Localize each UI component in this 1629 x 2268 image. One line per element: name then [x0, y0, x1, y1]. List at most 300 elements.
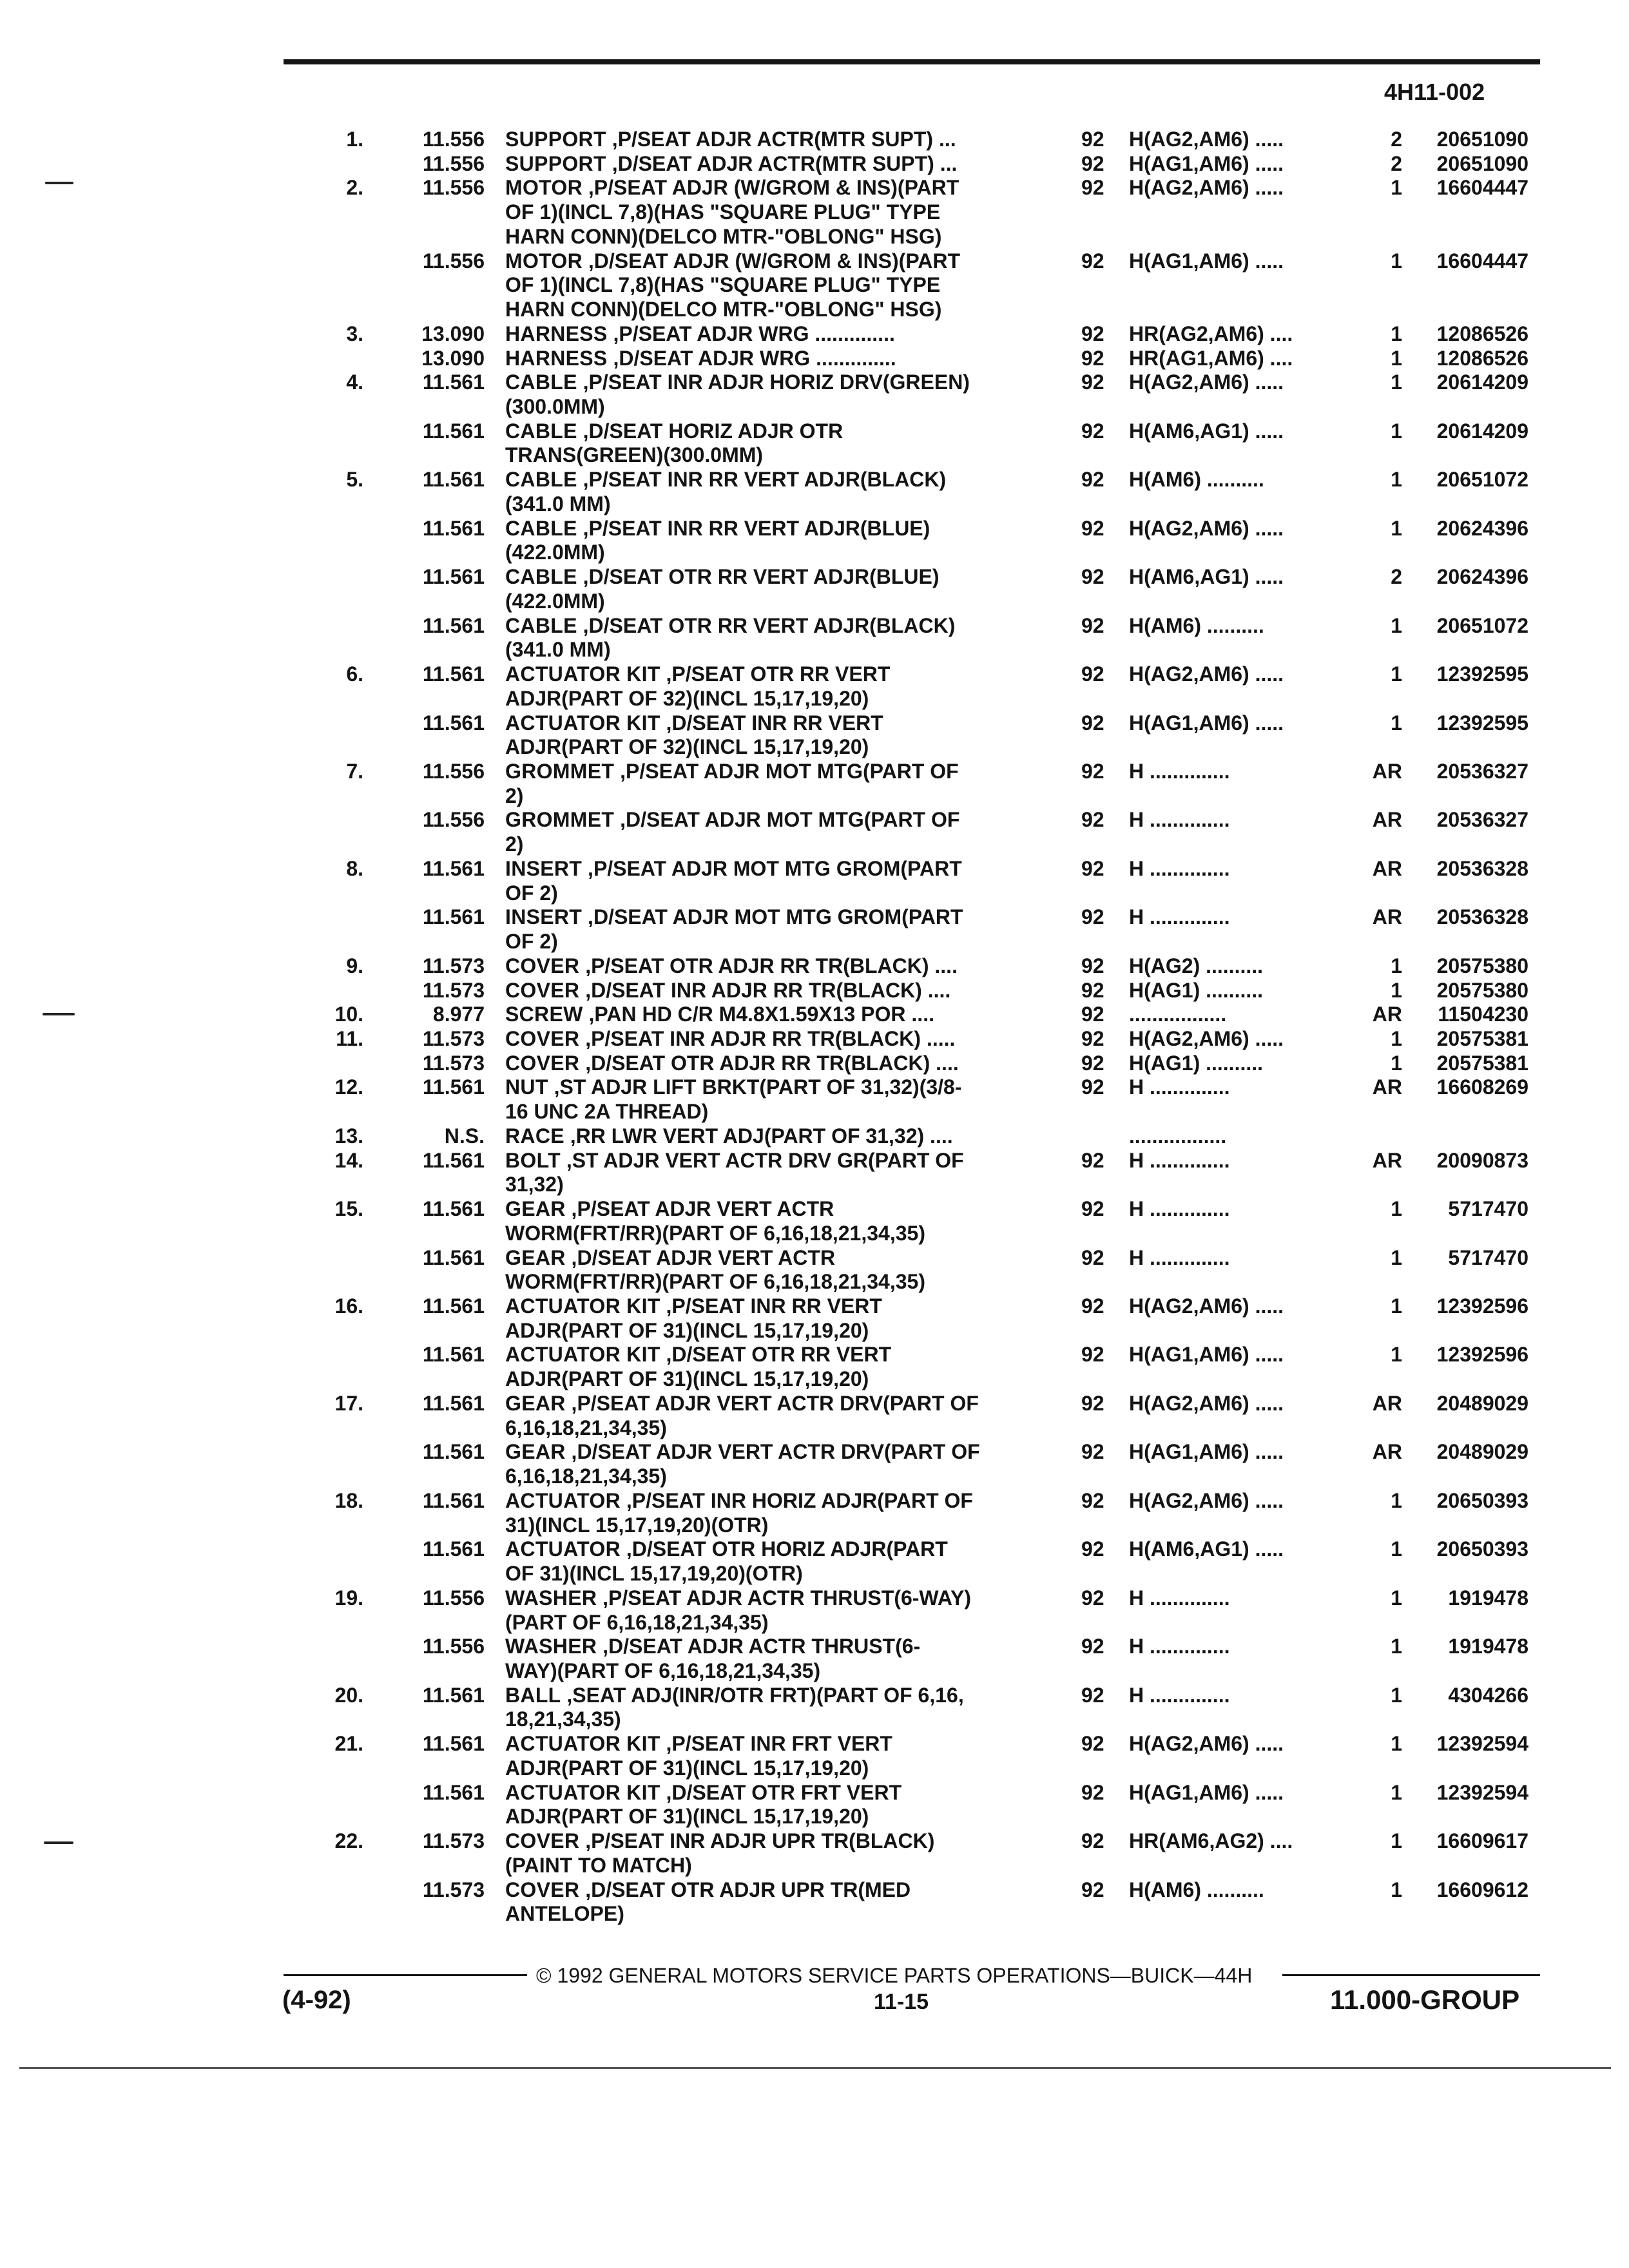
part-detail: ,P/SEAT ADJR VERT ACTR DRV(PART OF — [565, 1391, 979, 1415]
group-number: 11.573 — [422, 1878, 485, 1901]
model-year: 92 — [1081, 1148, 1104, 1172]
quantity: AR — [1372, 1391, 1402, 1415]
item-number: 19. — [334, 1586, 363, 1610]
table-row — [0, 128, 1629, 152]
part-name: GEAR — [505, 1245, 566, 1269]
part-detail: ,D/SEAT INR RR VERT — [660, 711, 883, 735]
model-year: 92 — [1081, 1294, 1104, 1318]
item-number: 2. — [346, 176, 363, 200]
description-line — [505, 443, 1059, 468]
model-code: H .............. — [1129, 1197, 1230, 1221]
table-row — [0, 1149, 1629, 1197]
model-year: 92 — [1081, 370, 1104, 394]
group-number: 11.561 — [422, 1440, 485, 1464]
model-code: H(AG1,AM6) ..... — [1129, 711, 1284, 735]
part-name: ACTUATOR KIT — [505, 1732, 660, 1756]
part-detail: (422.0MM) — [505, 541, 605, 564]
group-number: 13.090 — [421, 346, 485, 370]
table-row — [0, 808, 1629, 856]
model-year: 92 — [1081, 1003, 1104, 1026]
item-number: 16. — [334, 1294, 363, 1318]
part-detail: (300.0MM) — [505, 395, 605, 419]
part-description — [505, 1246, 1059, 1294]
quantity: AR — [1372, 1440, 1402, 1464]
part-name: ACTUATOR KIT — [505, 1780, 660, 1804]
part-name: ACTUATOR KIT — [505, 1294, 660, 1318]
footer-copyright: © 1992 GENERAL MOTORS SERVICE PARTS OPERATIONS—BUICK—44H — [536, 1964, 1253, 1987]
model-year: 92 — [1081, 1051, 1104, 1075]
quantity: 1 — [1391, 370, 1402, 394]
model-code: H(AG1,AM6) ..... — [1129, 1780, 1284, 1804]
group-number: 11.561 — [422, 1245, 485, 1269]
part-number: 5717470 — [1448, 1197, 1528, 1221]
group-number: 11.561 — [422, 711, 485, 735]
quantity: 1 — [1391, 346, 1402, 370]
group-number: 11.561 — [422, 1537, 485, 1561]
quantity: 1 — [1391, 1780, 1402, 1804]
part-number: 20489029 — [1436, 1440, 1528, 1464]
description-line — [505, 249, 1059, 274]
part-name: WASHER — [505, 1586, 597, 1610]
group-number: 11.573 — [422, 954, 485, 977]
part-number: 20651090 — [1436, 151, 1528, 175]
item-number: 20. — [334, 1683, 363, 1707]
description-line — [505, 1537, 1059, 1562]
quantity: 1 — [1391, 1197, 1402, 1221]
model-year: 92 — [1081, 954, 1104, 977]
part-number: 20650393 — [1436, 1537, 1528, 1561]
item-number: 10. — [334, 1003, 363, 1026]
description-line — [505, 492, 1059, 517]
description-line — [505, 1392, 1059, 1416]
group-number: 13.090 — [421, 322, 485, 345]
part-detail: ,P/SEAT OTR RR VERT — [660, 662, 891, 686]
quantity: 1 — [1391, 1586, 1402, 1610]
item-number: 4. — [346, 370, 363, 394]
model-year: 92 — [1081, 249, 1104, 273]
table-row — [0, 419, 1629, 468]
group-number: 11.561 — [422, 1488, 485, 1512]
group-number: 8.977 — [432, 1003, 485, 1026]
model-year: 92 — [1081, 1780, 1104, 1804]
part-description — [505, 1440, 1059, 1488]
part-name: COVER — [505, 1027, 580, 1050]
part-detail: ,D/SEAT ADJR VERT ACTR — [565, 1245, 836, 1269]
description-line — [505, 614, 1059, 639]
model-year: 92 — [1081, 1635, 1104, 1658]
part-number: 20536327 — [1436, 759, 1528, 783]
part-name: HARNESS — [505, 322, 608, 345]
description-line — [505, 930, 1059, 954]
description-line — [505, 1659, 1059, 1684]
table-row — [0, 1124, 1629, 1149]
part-description — [505, 1684, 1059, 1732]
description-line — [505, 1707, 1059, 1732]
part-name: GEAR — [505, 1440, 566, 1464]
part-number: 12392595 — [1436, 711, 1528, 735]
group-number: 11.556 — [422, 249, 485, 273]
model-code: H(AG1,AM6) ..... — [1129, 249, 1284, 273]
part-name: WASHER — [505, 1635, 597, 1658]
part-detail: ,P/SEAT ADJR WRG .............. — [607, 322, 895, 345]
quantity: 1 — [1391, 516, 1402, 540]
part-number: 20614209 — [1436, 370, 1528, 394]
item-number: 22. — [334, 1829, 363, 1853]
model-year: 92 — [1081, 1488, 1104, 1512]
group-number: 11.561 — [422, 1343, 485, 1367]
model-code: H(AG1,AM6) ..... — [1129, 1343, 1284, 1367]
item-number: 6. — [346, 662, 363, 686]
part-detail: ,D/SEAT HORIZ ADJR OTR — [577, 419, 843, 443]
quantity: 1 — [1391, 1488, 1402, 1512]
part-number: 12392594 — [1436, 1732, 1528, 1756]
description-line — [505, 638, 1059, 662]
group-number: 11.561 — [422, 370, 485, 394]
description-line — [505, 1416, 1059, 1441]
part-number: 12086526 — [1436, 346, 1528, 370]
part-detail: 31)(INCL 15,17,19,20)(OTR) — [505, 1513, 769, 1537]
table-row — [0, 662, 1629, 711]
description-line — [505, 395, 1059, 419]
model-year: 92 — [1081, 808, 1104, 832]
part-detail: 2) — [505, 832, 524, 856]
part-name: RACE — [505, 1124, 564, 1148]
quantity: 1 — [1391, 1635, 1402, 1658]
part-description — [505, 760, 1059, 808]
part-number: 20614209 — [1436, 419, 1528, 443]
part-detail: ,P/SEAT INR ADJR RR TR(BLACK) ..... — [579, 1027, 956, 1050]
part-number: 11504230 — [1438, 1003, 1528, 1026]
part-detail: ,D/SEAT OTR RR VERT ADJR(BLUE) — [577, 565, 940, 589]
part-description — [505, 322, 1059, 347]
table-row — [0, 614, 1629, 662]
quantity: 1 — [1391, 711, 1402, 735]
part-detail: ,SEAT ADJ(INR/OTR FRT)(PART OF 6,16, — [561, 1683, 964, 1707]
model-year: 92 — [1081, 1683, 1104, 1707]
table-row — [0, 517, 1629, 565]
table-row — [0, 1878, 1629, 1927]
part-description — [505, 1052, 1059, 1076]
part-description — [505, 152, 1059, 177]
part-name: COVER — [505, 1878, 580, 1901]
description-line — [505, 298, 1059, 322]
quantity: 1 — [1391, 1537, 1402, 1561]
model-code: H(AM6) .......... — [1129, 613, 1264, 637]
quantity: AR — [1372, 1003, 1402, 1026]
description-line — [505, 1173, 1059, 1197]
group-number: 11.556 — [422, 1635, 485, 1658]
model-code: H .............. — [1129, 905, 1230, 929]
part-name: CABLE — [505, 516, 577, 540]
part-description — [505, 1829, 1059, 1878]
description-line — [505, 1319, 1059, 1343]
part-detail: ,D/SEAT ADJR MOT MTG(PART OF — [614, 808, 960, 832]
model-year: 92 — [1081, 759, 1104, 783]
part-description — [505, 1197, 1059, 1245]
group-number: 11.561 — [422, 516, 485, 540]
part-detail: ,D/SEAT ADJR VERT ACTR DRV(PART OF — [565, 1440, 980, 1464]
part-name: ACTUATOR — [505, 1537, 621, 1561]
model-year: 92 — [1081, 905, 1104, 929]
part-name: NUT — [505, 1075, 548, 1099]
table-row — [0, 468, 1629, 516]
part-number: 5717470 — [1448, 1245, 1528, 1269]
part-detail: ,ST ADJR VERT ACTR DRV GR(PART OF — [560, 1148, 964, 1172]
part-description — [505, 1343, 1059, 1391]
description-line — [505, 1124, 1059, 1149]
part-detail: ADJR(PART OF 31)(INCL 15,17,19,20) — [505, 1318, 869, 1342]
part-detail: ,D/SEAT ADJR ACTR THRUST(6- — [597, 1635, 921, 1658]
part-detail: ,ST ADJR LIFT BRKT(PART OF 31,32)(3/8- — [548, 1075, 962, 1099]
description-line — [505, 735, 1059, 760]
part-detail: ,D/SEAT OTR FRT VERT — [660, 1780, 902, 1804]
group-number: 11.556 — [422, 128, 485, 151]
table-row — [0, 370, 1629, 419]
table-row — [0, 1440, 1629, 1488]
part-detail: OF 2) — [505, 881, 558, 905]
quantity: 1 — [1391, 1829, 1402, 1853]
model-code: HR(AG2,AM6) .... — [1129, 322, 1293, 345]
quantity: 1 — [1391, 1732, 1402, 1756]
part-name: SUPPORT — [505, 128, 606, 151]
part-detail: ,D/SEAT OTR RR VERT ADJR(BLACK) — [577, 613, 956, 637]
part-name: GROMMET — [505, 808, 615, 832]
part-description — [505, 1489, 1059, 1537]
model-code: H(AG2,AM6) ..... — [1129, 176, 1284, 200]
description-line — [505, 517, 1059, 541]
part-number: 20575381 — [1436, 1051, 1528, 1075]
description-line — [505, 273, 1059, 298]
item-number: 21. — [334, 1732, 363, 1756]
group-number: 11.561 — [422, 1391, 485, 1415]
model-code: H(AG1) .......... — [1129, 1051, 1264, 1075]
table-row — [0, 1294, 1629, 1343]
part-detail: HARN CONN)(DELCO MTR-"OBLONG" HSG) — [505, 224, 942, 248]
part-detail: ,P/SEAT ADJR MOT MTG(PART OF — [614, 759, 959, 783]
part-name: CABLE — [505, 565, 577, 589]
model-code: H .............. — [1129, 1148, 1230, 1172]
part-detail: OF 1)(INCL 7,8)(HAS "SQUARE PLUG" TYPE — [505, 273, 941, 297]
quantity: 1 — [1391, 1878, 1402, 1901]
model-year: 92 — [1081, 1829, 1104, 1853]
part-description — [505, 1781, 1059, 1829]
part-name: MOTOR — [505, 249, 583, 273]
model-year: 92 — [1081, 516, 1104, 540]
description-line — [505, 1222, 1059, 1246]
description-line — [505, 954, 1059, 979]
part-description — [505, 347, 1059, 371]
part-number: 4304266 — [1448, 1683, 1528, 1707]
table-row — [0, 1732, 1629, 1780]
part-name: CABLE — [505, 613, 577, 637]
table-row — [0, 905, 1629, 954]
description-line — [505, 808, 1059, 832]
part-description — [505, 614, 1059, 662]
description-line — [505, 347, 1059, 371]
quantity: 2 — [1391, 151, 1402, 175]
description-line — [505, 1854, 1059, 1878]
table-row — [0, 1392, 1629, 1440]
quantity: 1 — [1391, 249, 1402, 273]
part-detail: 18,21,34,35) — [505, 1707, 621, 1731]
part-name: GEAR — [505, 1197, 566, 1221]
part-number: 20624396 — [1436, 516, 1528, 540]
table-row — [0, 1027, 1629, 1052]
part-name: CABLE — [505, 468, 577, 492]
part-number: 20575380 — [1436, 978, 1528, 1002]
model-year: 92 — [1081, 151, 1104, 175]
table-row — [0, 1343, 1629, 1391]
description-line — [505, 152, 1059, 177]
part-description — [505, 1294, 1059, 1343]
part-name: HARNESS — [505, 346, 608, 370]
part-description — [505, 1537, 1059, 1586]
table-row — [0, 1635, 1629, 1683]
description-line — [505, 979, 1059, 1003]
part-detail: ,P/SEAT ADJR ACTR THRUST(6-WAY) — [597, 1586, 972, 1610]
description-line — [505, 687, 1059, 711]
group-number: 11.556 — [422, 176, 485, 200]
part-detail: OF 31)(INCL 15,17,19,20)(OTR) — [505, 1562, 803, 1586]
part-number: 20575380 — [1436, 954, 1528, 977]
item-number: 17. — [334, 1391, 363, 1415]
description-line — [505, 1197, 1059, 1222]
part-detail: ,D/SEAT ADJR WRG .............. — [607, 346, 896, 370]
part-detail: ,P/SEAT INR FRT VERT — [660, 1732, 892, 1756]
item-number: 1. — [346, 128, 363, 151]
part-detail: ,D/SEAT ADJR MOT MTG GROM(PART — [582, 905, 963, 929]
part-detail: OF 1)(INCL 7,8)(HAS "SQUARE PLUG" TYPE — [505, 200, 941, 224]
quantity: 1 — [1391, 322, 1402, 345]
description-line — [505, 1781, 1059, 1805]
part-description — [505, 662, 1059, 711]
group-number: 11.561 — [422, 1197, 485, 1221]
part-detail: ,RR LWR VERT ADJ(PART OF 31,32) .... — [564, 1124, 953, 1148]
description-line — [505, 1611, 1059, 1635]
table-row — [0, 857, 1629, 905]
model-code: H(AG2,AM6) ..... — [1129, 370, 1284, 394]
model-code: H(AG1,AM6) ..... — [1129, 1440, 1284, 1464]
part-description — [505, 1878, 1059, 1927]
quantity: 1 — [1391, 1245, 1402, 1269]
model-code: HR(AM6,AG2) .... — [1129, 1829, 1293, 1853]
description-line — [505, 128, 1059, 152]
part-description — [505, 808, 1059, 856]
part-detail: 6,16,18,21,34,35) — [505, 1465, 667, 1488]
group-number: 11.573 — [422, 1027, 485, 1050]
quantity: 1 — [1391, 419, 1402, 443]
model-year: 92 — [1081, 1197, 1104, 1221]
group-number: 11.573 — [422, 1051, 485, 1075]
quantity: 1 — [1391, 1051, 1402, 1075]
item-number: 13. — [334, 1124, 363, 1148]
group-number: 11.556 — [422, 808, 485, 832]
part-description — [505, 249, 1059, 322]
table-row — [0, 322, 1629, 347]
part-description — [505, 1124, 1059, 1149]
table-row — [0, 1489, 1629, 1537]
model-year: 92 — [1081, 565, 1104, 589]
item-number: 3. — [346, 322, 363, 345]
model-code: H .............. — [1129, 1245, 1230, 1269]
model-code: H(AG2,AM6) ..... — [1129, 1391, 1284, 1415]
model-year: 92 — [1081, 978, 1104, 1002]
model-year: 92 — [1081, 468, 1104, 492]
footer-page-number: 11-15 — [874, 1990, 929, 2014]
group-number: 11.556 — [422, 759, 485, 783]
top-rule — [284, 59, 1540, 64]
quantity: 1 — [1391, 613, 1402, 637]
part-description — [505, 1732, 1059, 1780]
description-line — [505, 1149, 1059, 1173]
model-year: 92 — [1081, 1075, 1104, 1099]
part-detail: WAY)(PART OF 6,16,18,21,34,35) — [505, 1658, 821, 1682]
model-code: H .............. — [1129, 856, 1230, 880]
part-detail: ,P/SEAT INR HORIZ ADJR(PART OF — [620, 1488, 973, 1512]
part-detail: ADJR(PART OF 31)(INCL 15,17,19,20) — [505, 1367, 869, 1391]
part-number: 16604447 — [1436, 249, 1528, 273]
group-number: 11.561 — [422, 1294, 485, 1318]
part-number: 20651090 — [1436, 128, 1528, 151]
description-line — [505, 1586, 1059, 1611]
part-detail: ,P/SEAT ADJR VERT ACTR — [565, 1197, 834, 1221]
model-code: H(AG2,AM6) ..... — [1129, 1027, 1284, 1050]
description-line — [505, 857, 1059, 881]
part-description — [505, 1635, 1059, 1683]
model-year: 92 — [1081, 711, 1104, 735]
part-number: 20090873 — [1436, 1148, 1528, 1172]
part-number: 20624396 — [1436, 565, 1528, 589]
footer-date-code: (4-92) — [282, 1986, 351, 2014]
part-description — [505, 419, 1059, 468]
model-code: H .............. — [1129, 808, 1230, 832]
description-line — [505, 1052, 1059, 1076]
model-code: H .............. — [1129, 1075, 1230, 1099]
part-detail: ADJR(PART OF 31)(INCL 15,17,19,20) — [505, 1756, 869, 1780]
description-line — [505, 1003, 1059, 1027]
part-description — [505, 565, 1059, 613]
part-description — [505, 517, 1059, 565]
part-number: 20536327 — [1436, 808, 1528, 832]
part-detail: HARN CONN)(DELCO MTR-"OBLONG" HSG) — [505, 298, 942, 322]
part-name: INSERT — [505, 905, 583, 929]
table-row — [0, 249, 1629, 322]
part-detail: ,P/SEAT INR ADJR HORIZ DRV(GREEN) — [577, 370, 970, 394]
model-code: H(AM6) .......... — [1129, 1878, 1264, 1901]
footer-rule-left — [284, 1974, 527, 1976]
part-detail: (PART OF 6,16,18,21,34,35) — [505, 1610, 769, 1634]
table-row — [0, 1586, 1629, 1635]
part-detail: ,D/SEAT ADJR ACTR(MTR SUPT) ... — [606, 151, 958, 175]
table-row — [0, 1684, 1629, 1732]
part-detail: ADJR(PART OF 31)(INCL 15,17,19,20) — [505, 1805, 869, 1829]
table-row — [0, 1829, 1629, 1878]
part-description — [505, 370, 1059, 419]
model-code: H .............. — [1129, 1635, 1230, 1658]
part-detail: ,P/SEAT INR ADJR UPR TR(BLACK) — [579, 1829, 935, 1853]
model-year: 92 — [1081, 662, 1104, 686]
part-detail: 16 UNC 2A THREAD) — [505, 1100, 709, 1124]
model-year: 92 — [1081, 322, 1104, 345]
part-name: INSERT — [505, 856, 583, 880]
part-number: 1919478 — [1448, 1586, 1528, 1610]
footer-rule-right — [1282, 1974, 1540, 1976]
part-number: 20536328 — [1436, 856, 1528, 880]
part-number: 20650393 — [1436, 1488, 1528, 1512]
part-number: 16609617 — [1436, 1829, 1528, 1853]
table-row — [0, 347, 1629, 371]
model-year: 92 — [1081, 176, 1104, 200]
